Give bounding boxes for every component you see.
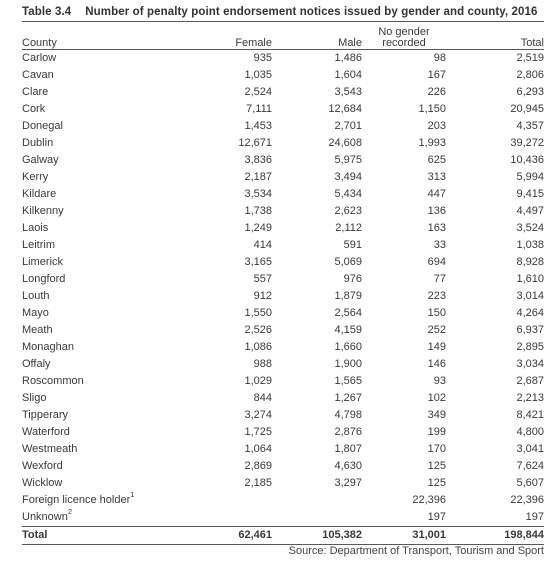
total-value: 4,264: [516, 306, 544, 319]
county-name: [22, 84, 172, 101]
male-value: 2,701: [334, 119, 362, 132]
male-value: 1,486: [334, 51, 362, 64]
total-value: 197: [525, 510, 544, 523]
county-label: Cavan: [22, 68, 54, 81]
table-title-text: Number of penalty point endorsement notices issued by gender and county, 2016: [85, 6, 538, 18]
total-value: 10,436: [510, 153, 544, 166]
no-gender-value: 163: [427, 221, 446, 234]
table-page: [22, 6, 544, 558]
county-label: Limerick: [22, 255, 63, 268]
total-value: 1,610: [516, 272, 544, 285]
total-value: 2,687: [516, 374, 544, 387]
table-row: [22, 237, 544, 254]
county-label: Roscommon: [22, 374, 84, 387]
total-value: 9,415: [516, 187, 544, 200]
no-gender-value: 77: [433, 272, 446, 285]
no-gender-value: 150: [427, 306, 446, 319]
county-label: Carlow: [22, 51, 57, 64]
male-value: 1,900: [334, 357, 362, 370]
table-row: [22, 390, 544, 407]
table-title: [22, 6, 544, 19]
no-gender-value: 167: [427, 68, 446, 81]
table-row: [22, 186, 544, 203]
county-label: Leitrim: [22, 238, 56, 251]
total-value: 20,945: [510, 102, 544, 115]
total-no-gender: 31,001: [412, 528, 446, 541]
no-gender-value: 22,396: [412, 493, 446, 506]
header-no-gender-line2: recorded: [382, 36, 426, 49]
county-name: [22, 186, 172, 203]
table-row: [22, 50, 544, 67]
female-value: 844: [253, 391, 272, 404]
male-value: 976: [343, 272, 362, 285]
table-row: [22, 101, 544, 118]
female-value: 935: [253, 51, 272, 64]
total-female: 62,461: [238, 528, 272, 541]
female-value: 1,029: [244, 374, 272, 387]
total-value: 5,607: [516, 476, 544, 489]
no-gender-value: 102: [427, 391, 446, 404]
total-label: Total: [22, 528, 48, 541]
county-name: [22, 407, 172, 424]
female-value: 988: [253, 357, 272, 370]
table-row: [22, 169, 544, 186]
male-value: 1,807: [334, 442, 362, 455]
no-gender-value: 93: [433, 374, 446, 387]
female-value: 2,526: [244, 323, 272, 336]
no-gender-value: 349: [427, 408, 446, 421]
county-label: Galway: [22, 153, 59, 166]
total-value: 7,624: [516, 459, 544, 472]
county-name: [22, 50, 172, 67]
county-label: Tipperary: [22, 408, 69, 421]
total-value: 3,524: [516, 221, 544, 234]
table-row: [22, 135, 544, 152]
total-value: 2,519: [516, 51, 544, 64]
total-value: 4,357: [516, 119, 544, 132]
no-gender-value: 1,150: [418, 102, 446, 115]
no-gender-value: 136: [427, 204, 446, 217]
table-row: [22, 271, 544, 288]
table-row: [22, 220, 544, 237]
table-row: [22, 492, 544, 509]
table-header: [22, 22, 544, 49]
female-value: 7,111: [246, 102, 272, 115]
header-female: Female: [235, 36, 272, 49]
county-name: [22, 506, 172, 527]
header-county: County: [22, 36, 57, 49]
total-value: 8,421: [516, 408, 544, 421]
male-value: 1,879: [334, 289, 362, 302]
county-name: [22, 169, 172, 186]
county-name: [22, 339, 172, 356]
no-gender-value: 252: [427, 323, 446, 336]
header-no-gender: [362, 27, 446, 49]
county-label: Kilkenny: [22, 204, 64, 217]
table-row: [22, 509, 544, 527]
total-total: 198,844: [504, 528, 544, 541]
female-value: 1,035: [244, 68, 272, 81]
male-value: 5,434: [334, 187, 362, 200]
total-value: 2,213: [516, 391, 544, 404]
male-value: 2,564: [334, 306, 362, 319]
female-value: 2,524: [244, 85, 272, 98]
no-gender-value: 197: [427, 510, 446, 523]
male-value: 24,608: [328, 136, 362, 149]
county-label: Longford: [22, 272, 66, 285]
total-row: [22, 527, 544, 545]
county-name: [22, 203, 172, 220]
female-value: 2,869: [244, 459, 272, 472]
county-label: Wicklow: [22, 476, 63, 489]
no-gender-value: 625: [427, 153, 446, 166]
county-name: [22, 118, 172, 135]
table-number: Table 3.4: [22, 6, 72, 18]
table-row: [22, 424, 544, 441]
no-gender-value: 313: [427, 170, 446, 183]
female-value: 1,249: [244, 221, 272, 234]
county-name: [22, 458, 172, 475]
female-value: 1,086: [244, 340, 272, 353]
total-value: 1,038: [516, 238, 544, 251]
female-value: [172, 509, 272, 527]
footnote-marker: 1: [130, 489, 135, 499]
county-label: Dublin: [22, 136, 54, 149]
table-row: [22, 407, 544, 424]
table-row: [22, 118, 544, 135]
total-male: 105,382: [322, 528, 362, 541]
county-name: [22, 254, 172, 271]
female-value: 557: [253, 272, 272, 285]
total-value: 39,272: [510, 136, 544, 149]
no-gender-value: 203: [427, 119, 446, 132]
county-name: [22, 356, 172, 373]
male-value: 3,543: [334, 85, 362, 98]
county-label: Clare: [22, 85, 49, 98]
female-value: 1,064: [244, 442, 272, 455]
county-label: Westmeath: [22, 442, 78, 455]
total-value: 22,396: [510, 493, 544, 506]
county-name: [22, 475, 172, 492]
county-label: Mayo: [22, 306, 49, 319]
total-value: 4,800: [516, 425, 544, 438]
no-gender-value: 146: [427, 357, 446, 370]
male-value: 3,297: [334, 476, 362, 489]
female-value: 12,671: [238, 136, 272, 149]
table-row: [22, 339, 544, 356]
county-name: [22, 220, 172, 237]
county-label: Offaly: [22, 357, 51, 370]
male-value: 2,876: [334, 425, 362, 438]
female-value: 3,836: [244, 153, 272, 166]
header-no-gender-line1: No gender: [378, 25, 430, 38]
female-value: 3,165: [244, 255, 272, 268]
table-body: [22, 50, 544, 527]
no-gender-value: 33: [433, 238, 446, 251]
male-value: 591: [343, 238, 362, 251]
male-value: 1,660: [334, 340, 362, 353]
source-note: Source: Department of Transport, Tourism and Sport: [288, 544, 544, 557]
total-value: 3,041: [516, 442, 544, 455]
county-label: Foreign licence holder: [22, 493, 131, 506]
county-label: Laois: [22, 221, 49, 234]
county-name: [22, 288, 172, 305]
male-value: 2,112: [335, 221, 362, 234]
total-value: 3,034: [516, 357, 544, 370]
table-row: [22, 458, 544, 475]
table-row: [22, 441, 544, 458]
no-gender-value: 223: [427, 289, 446, 302]
total-value: 2,895: [516, 340, 544, 353]
no-gender-value: 125: [427, 476, 446, 489]
county-name: [22, 441, 172, 458]
county-name: [22, 101, 172, 118]
no-gender-value: 694: [427, 255, 446, 268]
header-male: Male: [338, 36, 362, 49]
county-name: [22, 305, 172, 322]
county-label: Sligo: [22, 391, 47, 404]
table-row: [22, 67, 544, 84]
total-value: 8,928: [516, 255, 544, 268]
female-value: 912: [253, 289, 272, 302]
female-value: 414: [253, 238, 272, 251]
county-label: Unknown: [22, 510, 68, 523]
table-row: [22, 203, 544, 220]
no-gender-value: 1,993: [418, 136, 446, 149]
male-value: 4,159: [334, 323, 362, 336]
table-row: [22, 373, 544, 390]
table-row: [22, 356, 544, 373]
female-value: 3,534: [244, 187, 272, 200]
no-gender-value: 149: [427, 340, 446, 353]
county-label: Louth: [22, 289, 50, 302]
county-label: Kildare: [22, 187, 57, 200]
county-label: Wexford: [22, 459, 63, 472]
male-value: 3,494: [334, 170, 362, 183]
table-row: [22, 152, 544, 169]
male-value: [272, 492, 362, 509]
county-label: Donegal: [22, 119, 63, 132]
county-name: [22, 390, 172, 407]
male-value: 12,684: [328, 102, 362, 115]
county-name: [22, 322, 172, 339]
county-name: [22, 67, 172, 84]
total-value: 6,937: [516, 323, 544, 336]
county-label: Monaghan: [22, 340, 74, 353]
county-name: [22, 373, 172, 390]
county-name: [22, 237, 172, 254]
data-table: [22, 50, 544, 545]
male-value: 5,975: [334, 153, 362, 166]
female-value: 2,187: [244, 170, 272, 183]
female-value: 1,738: [244, 204, 272, 217]
male-value: [272, 509, 362, 527]
no-gender-value: 170: [427, 442, 446, 455]
county-name: [22, 135, 172, 152]
male-value: 1,565: [334, 374, 362, 387]
male-value: 4,630: [334, 459, 362, 472]
male-value: 4,798: [334, 408, 362, 421]
female-value: 2,185: [244, 476, 272, 489]
county-name: [22, 152, 172, 169]
table-row: [22, 475, 544, 492]
table-row: [22, 288, 544, 305]
male-value: 5,069: [334, 255, 362, 268]
no-gender-value: 226: [427, 85, 446, 98]
table-row: [22, 322, 544, 339]
total-value: 6,293: [516, 85, 544, 98]
female-value: [172, 492, 272, 509]
county-label: Waterford: [22, 425, 70, 438]
no-gender-value: 199: [427, 425, 446, 438]
no-gender-value: 125: [427, 459, 446, 472]
footnote-marker: 2: [67, 506, 73, 516]
table-row: [22, 305, 544, 322]
total-value: 3,014: [516, 289, 544, 302]
table-row: [22, 84, 544, 101]
total-value: 4,497: [516, 204, 544, 217]
table-row: [22, 254, 544, 271]
total-value: 5,994: [516, 170, 544, 183]
female-value: 1,453: [244, 119, 272, 132]
county-name: [22, 271, 172, 288]
county-label: Cork: [22, 102, 46, 115]
male-value: 2,623: [334, 204, 362, 217]
no-gender-value: 447: [427, 187, 446, 200]
county-name: [22, 489, 172, 509]
county-label: Kerry: [22, 170, 49, 183]
header-total: Total: [520, 36, 544, 49]
male-value: 1,267: [334, 391, 362, 404]
county-name: [22, 424, 172, 441]
total-value: 2,806: [516, 68, 544, 81]
female-value: 1,550: [244, 306, 272, 319]
female-value: 1,725: [244, 425, 272, 438]
female-value: 3,274: [244, 408, 272, 421]
county-label: Meath: [22, 323, 53, 336]
no-gender-value: 98: [433, 51, 446, 64]
male-value: 1,604: [334, 68, 362, 81]
